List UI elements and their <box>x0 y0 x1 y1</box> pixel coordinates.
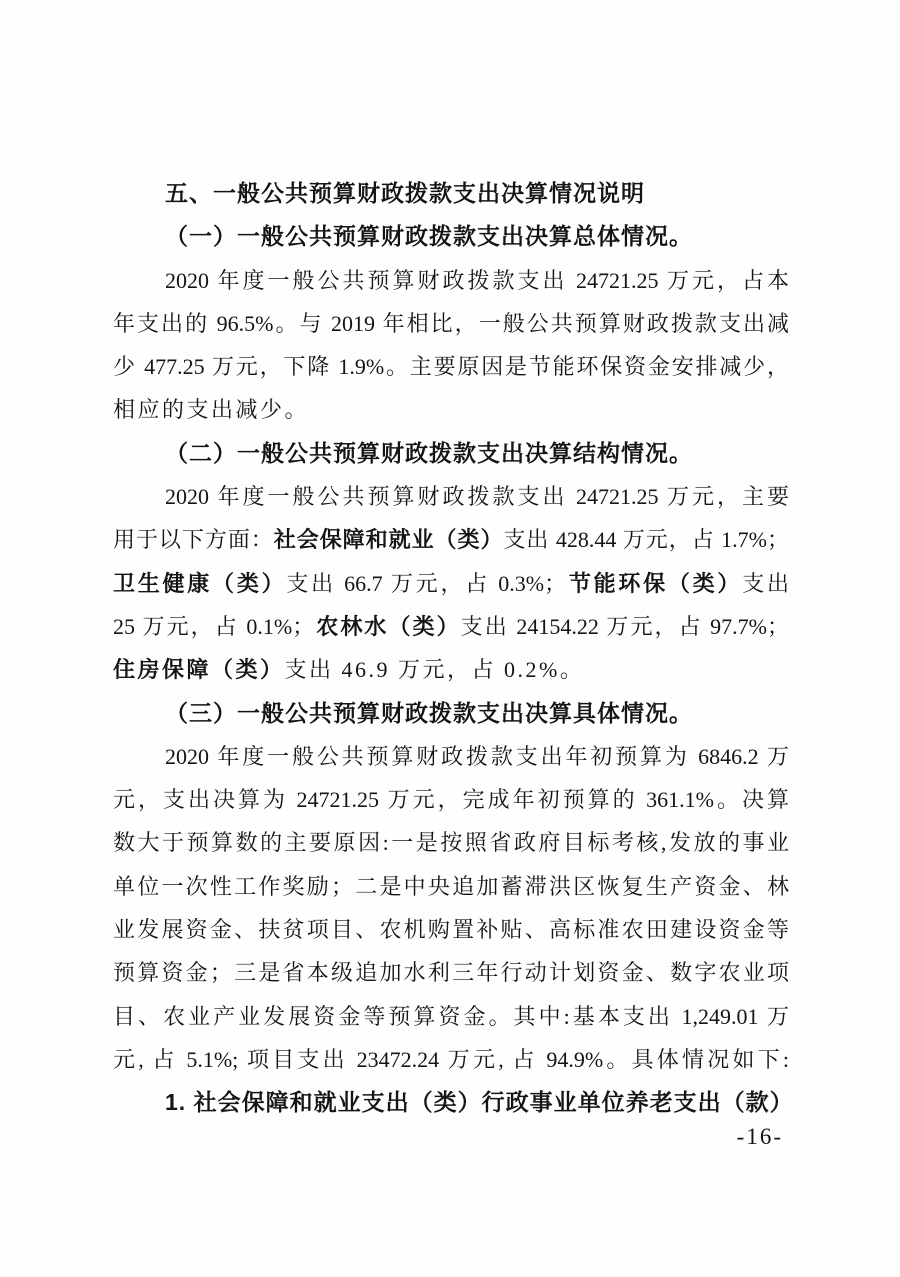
text-segment: 元，支出决算为 24721.25 万元，完成年初预算的 361.1%。决算 <box>113 787 789 813</box>
para3-line4 <box>113 865 789 908</box>
bold-text-segment: （一）一般公共预算财政拨款支出决算总体情况。 <box>165 223 693 250</box>
text-segment: 目、农业产业发展资金等预算资金。其中:基本支出 1,249.01 万 <box>113 1003 789 1029</box>
bold-text-segment: 五、一般公共预算财政拨款支出决算情况说明 <box>165 180 645 206</box>
text-segment: 用于以下方面： <box>113 527 274 553</box>
text-segment: 预算资金；三是省本级追加水利三年行动计划资金、数字农业项 <box>113 960 789 986</box>
text-segment: 支出 46.9 万元，占 0.2%。 <box>284 657 585 683</box>
para3-line5 <box>113 908 789 951</box>
text-segment: 2020 年度一般公共预算财政拨款支出 24721.25 万元，占本 <box>165 267 789 293</box>
text-segment: 相应的支出减少。 <box>113 397 310 423</box>
para2-line3 <box>113 562 789 605</box>
para2-line4 <box>113 605 789 648</box>
para3-line6 <box>113 951 789 994</box>
text-segment: 少 477.25 万元，下降 1.9%。主要原因是节能环保资金安排减少， <box>113 354 789 380</box>
text-segment: 单位一次性工作奖励；二是中央追加蓄滞洪区恢复生产资金、林 <box>113 873 789 899</box>
text-segment: 2020 年度一般公共预算财政拨款支出 24721.25 万元，主要 <box>165 484 789 510</box>
bold-text-segment: 住房保障（类） <box>113 657 285 683</box>
bold-text-segment: （二）一般公共预算财政拨款支出决算结构情况。 <box>165 439 693 466</box>
page-number: -16- <box>736 1124 783 1149</box>
text-segment: 支出 24154.22 万元，占 97.7%； <box>460 613 790 639</box>
text-segment: 年支出的 96.5%。与 2019 年相比，一般公共预算财政拨款支出减 <box>113 310 789 336</box>
para3-line8 <box>113 1038 789 1081</box>
item-1-heading <box>113 1081 794 1124</box>
para1-line4 <box>113 388 789 431</box>
document-body <box>113 172 794 1125</box>
bold-text-segment: （三）一般公共预算财政拨款支出决算具体情况。 <box>165 699 693 726</box>
text-segment: 支出 66.7 万元，占 0.3%； <box>286 570 567 596</box>
para2-line2 <box>113 518 789 561</box>
subsection-heading-3 <box>113 692 789 735</box>
text-segment: 元, 占 5.1%; 项目支出 23472.24 万元, 占 94.9%。具体情况如下: <box>113 1046 789 1072</box>
para1-line2 <box>113 302 789 345</box>
para1-line3 <box>113 345 789 388</box>
para2-line1 <box>113 475 789 518</box>
para3-line3 <box>113 821 789 864</box>
para1-line1 <box>113 259 789 302</box>
text-segment: 2020 年度一般公共预算财政拨款支出年初预算为 6846.2 万 <box>165 743 789 769</box>
para3-line7 <box>113 995 789 1038</box>
para3-line1 <box>113 735 789 778</box>
text-segment: 支出 428.44 万元，占 1.7%； <box>503 527 789 553</box>
bold-text-segment: 农林水（类） <box>314 613 461 639</box>
section-heading-5 <box>113 172 789 215</box>
para2-line5 <box>113 648 789 691</box>
bold-text-segment: 1. 社会保障和就业支出（类）行政事业单位养老支出（款） <box>165 1089 794 1116</box>
subsection-heading-2 <box>113 432 789 475</box>
text-segment: 25 万元，占 0.1%； <box>113 613 315 639</box>
bold-text-segment: 节能环保（类） <box>566 570 743 596</box>
text-segment: 数大于预算数的主要原因:一是按照省政府目标考核,发放的事业 <box>113 830 789 856</box>
text-segment: 业发展资金、扶贫项目、农机购置补贴、高标准农田建设资金等 <box>113 917 789 943</box>
bold-text-segment: 卫生健康（类） <box>113 570 287 596</box>
subsection-heading-1 <box>113 215 789 258</box>
para3-line2 <box>113 778 789 821</box>
bold-text-segment: 社会保障和就业（类） <box>273 527 504 553</box>
text-segment: 支出 <box>742 570 789 596</box>
